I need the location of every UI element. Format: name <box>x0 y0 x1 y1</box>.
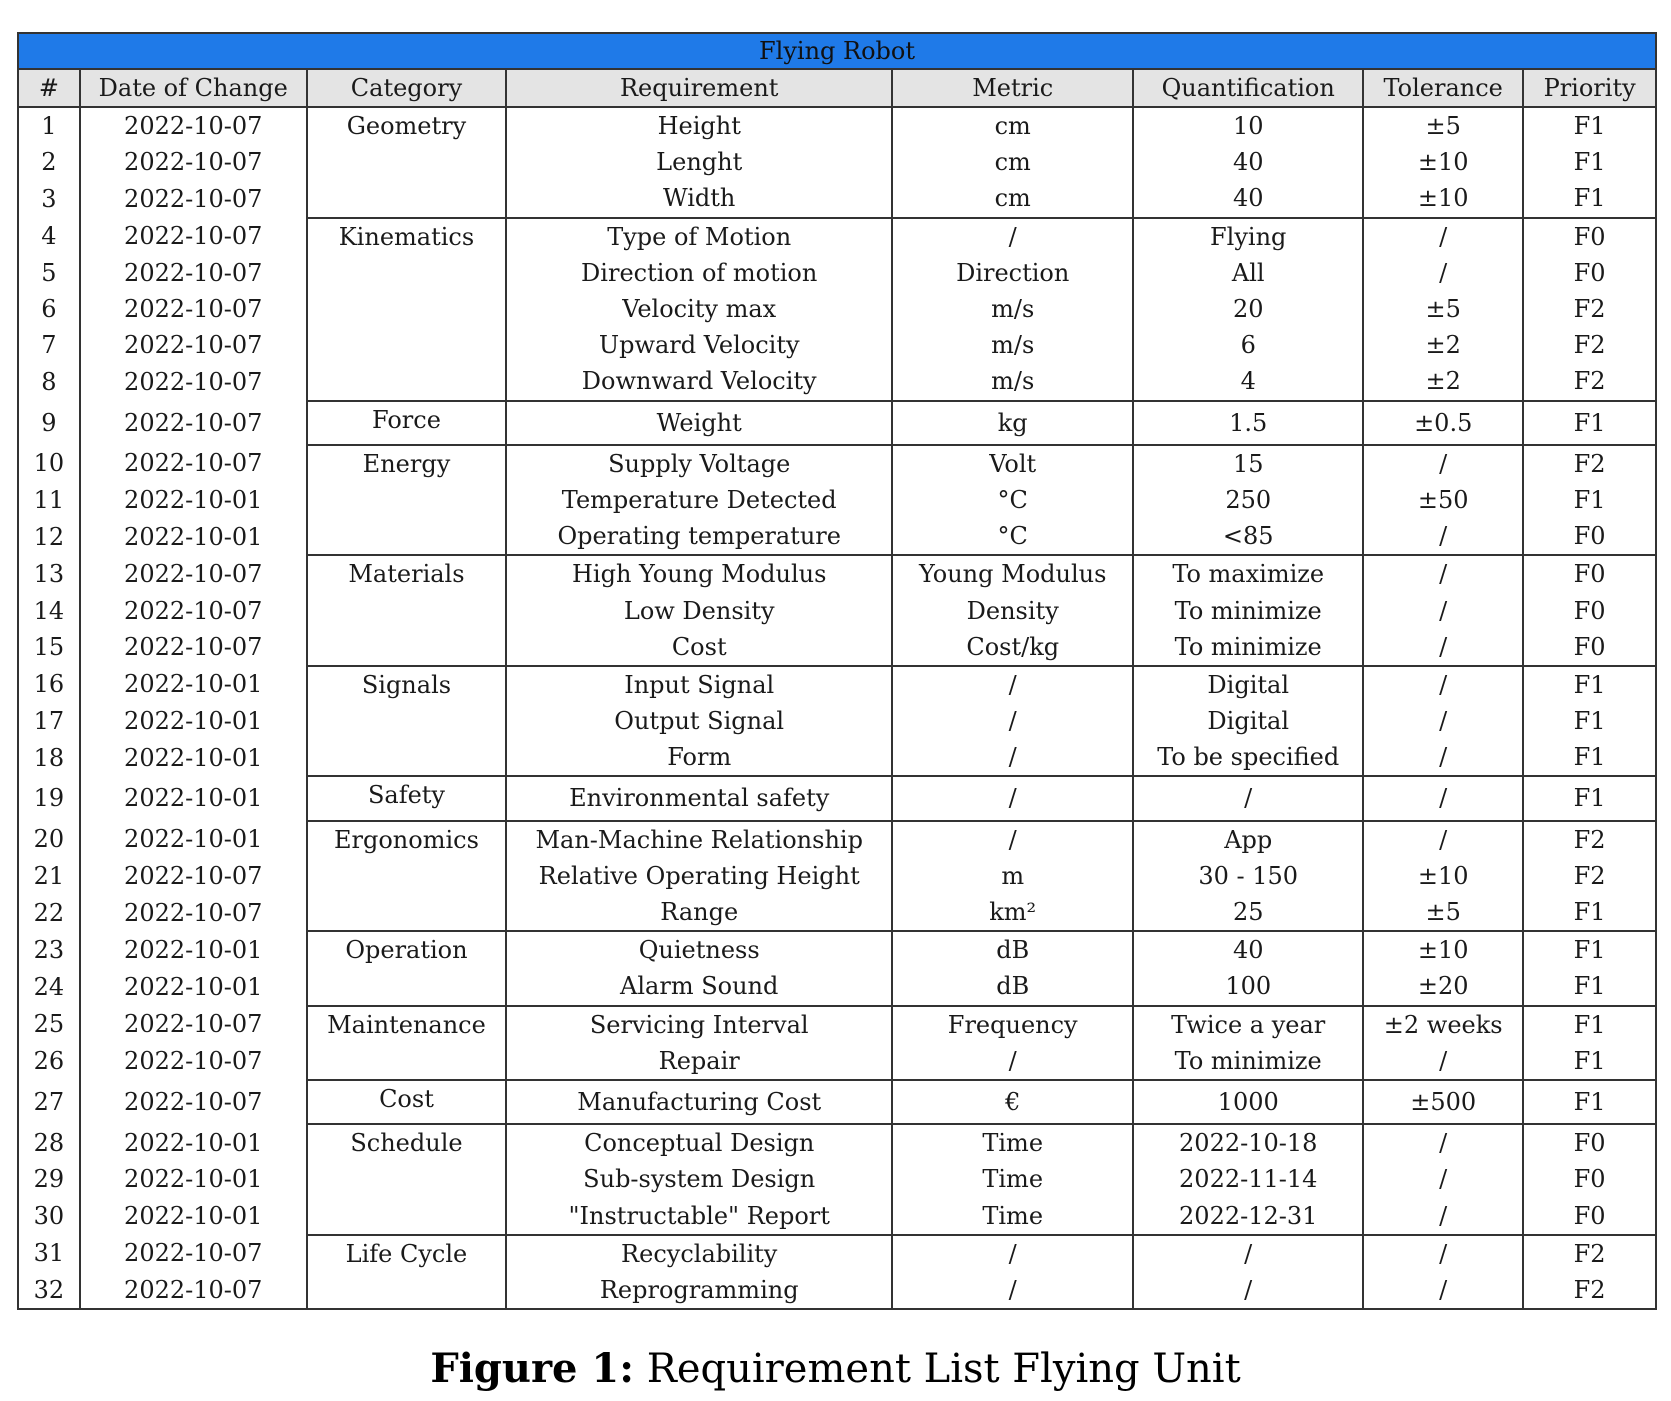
quantification: / <box>1133 1235 1363 1272</box>
requirement: Output Signal <box>506 703 892 739</box>
metric: °C <box>892 518 1133 555</box>
quantification: 30 - 150 <box>1133 858 1363 894</box>
tolerance: ±2 <box>1363 363 1523 400</box>
metric: / <box>892 1043 1133 1080</box>
table-row <box>18 1161 1656 1197</box>
priority: F1 <box>1523 1006 1656 1043</box>
requirement: Lenght <box>506 144 892 180</box>
row-number: 23 <box>18 931 80 968</box>
requirement: Type of Motion <box>506 218 892 255</box>
metric: Volt <box>892 445 1133 482</box>
requirement: Form <box>506 739 892 776</box>
date-of-change: 2022-10-07 <box>80 858 307 894</box>
quantification: / <box>1133 1272 1363 1309</box>
date-of-change: 2022-10-01 <box>80 931 307 968</box>
row-number: 30 <box>18 1197 80 1234</box>
date-of-change: 2022-10-07 <box>80 107 307 144</box>
priority: F1 <box>1523 1080 1656 1124</box>
metric: / <box>892 666 1133 703</box>
tolerance: ±10 <box>1363 931 1523 968</box>
row-number: 16 <box>18 666 80 703</box>
date-of-change: 2022-10-07 <box>80 180 307 217</box>
quantification: 2022-11-14 <box>1133 1161 1363 1197</box>
category-cell: Materials <box>307 555 507 666</box>
row-number: 5 <box>18 255 80 291</box>
requirement: Operating temperature <box>506 518 892 555</box>
requirement: Temperature Detected <box>506 482 892 518</box>
row-number: 2 <box>18 144 80 180</box>
row-number: 8 <box>18 363 80 400</box>
table-row <box>18 1235 1656 1272</box>
requirement: Conceptual Design <box>506 1124 892 1161</box>
priority: F0 <box>1523 218 1656 255</box>
category-cell: Signals <box>307 666 507 777</box>
row-number: 6 <box>18 291 80 327</box>
table-row <box>18 482 1656 518</box>
date-of-change: 2022-10-01 <box>80 968 307 1005</box>
row-number: 21 <box>18 858 80 894</box>
table-row <box>18 968 1656 1005</box>
table-row <box>18 592 1656 628</box>
quantification: 40 <box>1133 180 1363 217</box>
date-of-change: 2022-10-07 <box>80 363 307 400</box>
quantification: <85 <box>1133 518 1363 555</box>
priority: F1 <box>1523 401 1656 445</box>
requirement: Manufacturing Cost <box>506 1080 892 1124</box>
date-of-change: 2022-10-01 <box>80 739 307 776</box>
metric: / <box>892 1235 1133 1272</box>
table-row <box>18 291 1656 327</box>
metric: / <box>892 776 1133 820</box>
tolerance: / <box>1363 703 1523 739</box>
tolerance: / <box>1363 1197 1523 1234</box>
quantification: Flying <box>1133 218 1363 255</box>
tolerance: / <box>1363 555 1523 592</box>
date-of-change: 2022-10-07 <box>80 555 307 592</box>
table-row <box>18 1080 1656 1124</box>
category-cell: Life Cycle <box>307 1235 507 1309</box>
requirement: Width <box>506 180 892 217</box>
tolerance: ±2 <box>1363 327 1523 363</box>
row-number: 15 <box>18 629 80 666</box>
metric: Time <box>892 1124 1133 1161</box>
metric: / <box>892 821 1133 858</box>
row-number: 1 <box>18 107 80 144</box>
row-number: 27 <box>18 1080 80 1124</box>
tolerance: ±10 <box>1363 180 1523 217</box>
table-row <box>18 555 1656 592</box>
priority: F0 <box>1523 592 1656 628</box>
tolerance: / <box>1363 1124 1523 1161</box>
metric: kg <box>892 401 1133 445</box>
priority: F0 <box>1523 518 1656 555</box>
row-number: 3 <box>18 180 80 217</box>
quantification: App <box>1133 821 1363 858</box>
category-cell: Schedule <box>307 1124 507 1235</box>
metric: Cost/kg <box>892 629 1133 666</box>
priority: F2 <box>1523 327 1656 363</box>
quantification: Twice a year <box>1133 1006 1363 1043</box>
table-row <box>18 1124 1656 1161</box>
table-row <box>18 894 1656 931</box>
column-header-quantification: Quantification <box>1133 69 1363 107</box>
table-title: Flying Robot <box>18 33 1656 69</box>
date-of-change: 2022-10-07 <box>80 445 307 482</box>
requirement: Recyclability <box>506 1235 892 1272</box>
requirement: Reprogramming <box>506 1272 892 1309</box>
date-of-change: 2022-10-01 <box>80 1197 307 1234</box>
requirement: Height <box>506 107 892 144</box>
row-number: 20 <box>18 821 80 858</box>
header-row <box>18 69 1656 107</box>
table-row <box>18 144 1656 180</box>
quantification: 15 <box>1133 445 1363 482</box>
caption-text: Requirement List Flying Unit <box>646 1346 1241 1392</box>
tolerance: / <box>1363 1161 1523 1197</box>
tolerance: ±5 <box>1363 894 1523 931</box>
column-header-requirement: Requirement <box>506 69 892 107</box>
row-number: 17 <box>18 703 80 739</box>
metric: m/s <box>892 327 1133 363</box>
date-of-change: 2022-10-01 <box>80 821 307 858</box>
quantification: 2022-10-18 <box>1133 1124 1363 1161</box>
quantification: 100 <box>1133 968 1363 1005</box>
table-row <box>18 363 1656 400</box>
metric: Density <box>892 592 1133 628</box>
quantification: 250 <box>1133 482 1363 518</box>
category-cell: Ergonomics <box>307 821 507 932</box>
requirement: Sub-system Design <box>506 1161 892 1197</box>
column-header-number: # <box>18 69 80 107</box>
quantification: To minimize <box>1133 592 1363 628</box>
requirement: Cost <box>506 629 892 666</box>
table-row <box>18 1043 1656 1080</box>
quantification: To be specified <box>1133 739 1363 776</box>
table-row <box>18 1197 1656 1234</box>
date-of-change: 2022-10-01 <box>80 703 307 739</box>
metric: Time <box>892 1197 1133 1234</box>
requirement: Supply Voltage <box>506 445 892 482</box>
priority: F0 <box>1523 255 1656 291</box>
table-row <box>18 739 1656 776</box>
date-of-change: 2022-10-07 <box>80 1006 307 1043</box>
caption-label: Figure 1: <box>430 1345 635 1392</box>
priority: F0 <box>1523 1161 1656 1197</box>
metric: / <box>892 1272 1133 1309</box>
column-header-priority: Priority <box>1523 69 1656 107</box>
date-of-change: 2022-10-07 <box>80 1080 307 1124</box>
quantification: To maximize <box>1133 555 1363 592</box>
tolerance: / <box>1363 776 1523 820</box>
table-row <box>18 327 1656 363</box>
priority: F0 <box>1523 1124 1656 1161</box>
date-of-change: 2022-10-01 <box>80 776 307 820</box>
tolerance: / <box>1363 739 1523 776</box>
priority: F0 <box>1523 555 1656 592</box>
requirement: Downward Velocity <box>506 363 892 400</box>
requirement: Range <box>506 894 892 931</box>
requirement: Servicing Interval <box>506 1006 892 1043</box>
priority: F1 <box>1523 180 1656 217</box>
tolerance: ±10 <box>1363 858 1523 894</box>
priority: F2 <box>1523 821 1656 858</box>
quantification: 40 <box>1133 931 1363 968</box>
date-of-change: 2022-10-07 <box>80 1043 307 1080</box>
quantification: 4 <box>1133 363 1363 400</box>
row-number: 22 <box>18 894 80 931</box>
table-row <box>18 776 1656 820</box>
date-of-change: 2022-10-07 <box>80 894 307 931</box>
column-header-tolerance: Tolerance <box>1363 69 1523 107</box>
priority: F2 <box>1523 1272 1656 1309</box>
tolerance: / <box>1363 821 1523 858</box>
date-of-change: 2022-10-07 <box>80 327 307 363</box>
quantification: All <box>1133 255 1363 291</box>
metric: Frequency <box>892 1006 1133 1043</box>
requirement: Man-Machine Relationship <box>506 821 892 858</box>
tolerance: / <box>1363 1235 1523 1272</box>
metric: Time <box>892 1161 1133 1197</box>
metric: m/s <box>892 291 1133 327</box>
requirement: Direction of motion <box>506 255 892 291</box>
table-row <box>18 518 1656 555</box>
quantification: Digital <box>1133 703 1363 739</box>
priority: F1 <box>1523 739 1656 776</box>
date-of-change: 2022-10-01 <box>80 482 307 518</box>
tolerance: ±20 <box>1363 968 1523 1005</box>
priority: F1 <box>1523 968 1656 1005</box>
tolerance: / <box>1363 629 1523 666</box>
table-row <box>18 1006 1656 1043</box>
column-header-metric: Metric <box>892 69 1133 107</box>
table-row <box>18 666 1656 703</box>
date-of-change: 2022-10-07 <box>80 144 307 180</box>
requirements-table <box>17 32 1657 1310</box>
row-number: 4 <box>18 218 80 255</box>
table-row <box>18 401 1656 445</box>
row-number: 19 <box>18 776 80 820</box>
priority: F1 <box>1523 703 1656 739</box>
metric: dB <box>892 968 1133 1005</box>
table-row <box>18 629 1656 666</box>
tolerance: / <box>1363 445 1523 482</box>
row-number: 10 <box>18 445 80 482</box>
row-number: 28 <box>18 1124 80 1161</box>
quantification: 1.5 <box>1133 401 1363 445</box>
table-row <box>18 180 1656 217</box>
tolerance: / <box>1363 1043 1523 1080</box>
category-cell: Force <box>307 401 507 445</box>
metric: / <box>892 703 1133 739</box>
requirement: "Instructable" Report <box>506 1197 892 1234</box>
category-cell: Maintenance <box>307 1006 507 1080</box>
row-number: 9 <box>18 401 80 445</box>
table-row <box>18 703 1656 739</box>
table-row <box>18 218 1656 255</box>
quantification: 40 <box>1133 144 1363 180</box>
row-number: 13 <box>18 555 80 592</box>
priority: F2 <box>1523 363 1656 400</box>
tolerance: / <box>1363 218 1523 255</box>
requirement: Weight <box>506 401 892 445</box>
tolerance: / <box>1363 1272 1523 1309</box>
table-row <box>18 821 1656 858</box>
table-row <box>18 107 1656 144</box>
tolerance: ±0.5 <box>1363 401 1523 445</box>
metric: dB <box>892 931 1133 968</box>
metric: cm <box>892 144 1133 180</box>
priority: F1 <box>1523 144 1656 180</box>
metric: m/s <box>892 363 1133 400</box>
category-cell: Safety <box>307 776 507 820</box>
table-row <box>18 1272 1656 1309</box>
quantification: Digital <box>1133 666 1363 703</box>
date-of-change: 2022-10-07 <box>80 291 307 327</box>
requirement: Velocity max <box>506 291 892 327</box>
requirement: Repair <box>506 1043 892 1080</box>
column-header-date: Date of Change <box>80 69 307 107</box>
metric: m <box>892 858 1133 894</box>
row-number: 29 <box>18 1161 80 1197</box>
date-of-change: 2022-10-07 <box>80 218 307 255</box>
category-cell: Cost <box>307 1080 507 1124</box>
date-of-change: 2022-10-01 <box>80 1124 307 1161</box>
metric: cm <box>892 180 1133 217</box>
table-row <box>18 255 1656 291</box>
column-header-category: Category <box>307 69 507 107</box>
tolerance: ±5 <box>1363 107 1523 144</box>
metric: Young Modulus <box>892 555 1133 592</box>
date-of-change: 2022-10-01 <box>80 1161 307 1197</box>
table-row <box>18 931 1656 968</box>
metric: °C <box>892 482 1133 518</box>
requirement: Upward Velocity <box>506 327 892 363</box>
priority: F1 <box>1523 107 1656 144</box>
metric: Direction <box>892 255 1133 291</box>
metric: / <box>892 218 1133 255</box>
date-of-change: 2022-10-07 <box>80 629 307 666</box>
priority: F2 <box>1523 1235 1656 1272</box>
quantification: 20 <box>1133 291 1363 327</box>
row-number: 24 <box>18 968 80 1005</box>
date-of-change: 2022-10-01 <box>80 666 307 703</box>
tolerance: ±2 weeks <box>1363 1006 1523 1043</box>
metric: km² <box>892 894 1133 931</box>
requirement: Quietness <box>506 931 892 968</box>
metric: cm <box>892 107 1133 144</box>
row-number: 11 <box>18 482 80 518</box>
priority: F1 <box>1523 666 1656 703</box>
tolerance: ±10 <box>1363 144 1523 180</box>
tolerance: / <box>1363 518 1523 555</box>
priority: F1 <box>1523 482 1656 518</box>
quantification: / <box>1133 776 1363 820</box>
priority: F0 <box>1523 629 1656 666</box>
requirement: Low Density <box>506 592 892 628</box>
tolerance: / <box>1363 592 1523 628</box>
priority: F2 <box>1523 291 1656 327</box>
row-number: 25 <box>18 1006 80 1043</box>
row-number: 18 <box>18 739 80 776</box>
tolerance: ±500 <box>1363 1080 1523 1124</box>
quantification: 10 <box>1133 107 1363 144</box>
requirement: Alarm Sound <box>506 968 892 1005</box>
priority: F1 <box>1523 894 1656 931</box>
requirement: Environmental safety <box>506 776 892 820</box>
tolerance: / <box>1363 666 1523 703</box>
priority: F2 <box>1523 858 1656 894</box>
figure-caption <box>0 1345 1671 1392</box>
table-row <box>18 858 1656 894</box>
date-of-change: 2022-10-07 <box>80 1235 307 1272</box>
priority: F0 <box>1523 1197 1656 1234</box>
row-number: 31 <box>18 1235 80 1272</box>
row-number: 26 <box>18 1043 80 1080</box>
quantification: 25 <box>1133 894 1363 931</box>
category-cell: Geometry <box>307 107 507 218</box>
requirement: Input Signal <box>506 666 892 703</box>
quantification: 2022-12-31 <box>1133 1197 1363 1234</box>
priority: F1 <box>1523 1043 1656 1080</box>
quantification: To minimize <box>1133 1043 1363 1080</box>
quantification: 1000 <box>1133 1080 1363 1124</box>
quantification: 6 <box>1133 327 1363 363</box>
priority: F1 <box>1523 776 1656 820</box>
metric: / <box>892 739 1133 776</box>
row-number: 12 <box>18 518 80 555</box>
row-number: 7 <box>18 327 80 363</box>
tolerance: ±5 <box>1363 291 1523 327</box>
requirement: High Young Modulus <box>506 555 892 592</box>
requirement: Relative Operating Height <box>506 858 892 894</box>
table-body <box>18 107 1656 1309</box>
row-number: 32 <box>18 1272 80 1309</box>
priority: F1 <box>1523 931 1656 968</box>
row-number: 14 <box>18 592 80 628</box>
date-of-change: 2022-10-07 <box>80 401 307 445</box>
tolerance: / <box>1363 255 1523 291</box>
category-cell: Kinematics <box>307 218 507 401</box>
table-row <box>18 445 1656 482</box>
category-cell: Operation <box>307 931 507 1005</box>
priority: F2 <box>1523 445 1656 482</box>
date-of-change: 2022-10-07 <box>80 1272 307 1309</box>
quantification: To minimize <box>1133 629 1363 666</box>
category-cell: Energy <box>307 445 507 556</box>
date-of-change: 2022-10-07 <box>80 592 307 628</box>
date-of-change: 2022-10-01 <box>80 518 307 555</box>
date-of-change: 2022-10-07 <box>80 255 307 291</box>
metric: € <box>892 1080 1133 1124</box>
tolerance: ±50 <box>1363 482 1523 518</box>
